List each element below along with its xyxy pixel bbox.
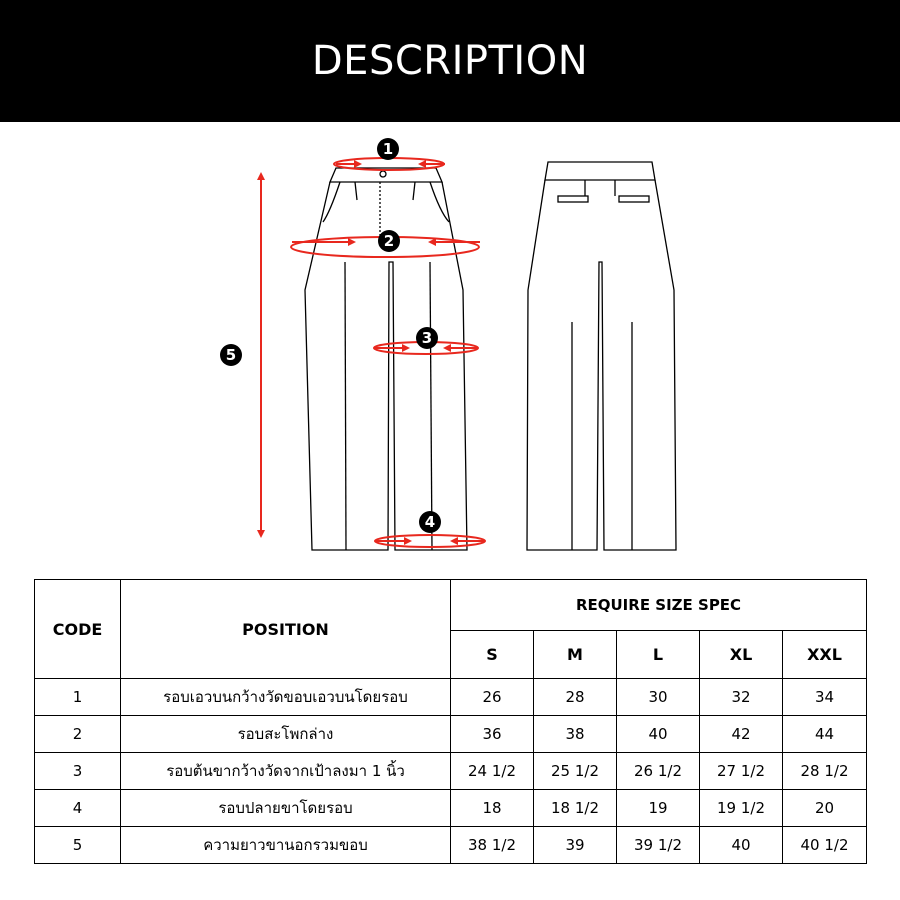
size-value: 25 1/2 [534, 753, 617, 790]
size-value: 19 1/2 [700, 790, 783, 827]
header-size-xl: XL [700, 631, 783, 679]
row-position: รอบปลายขาโดยรอบ [121, 790, 451, 827]
header-size-m: M [534, 631, 617, 679]
table-row [35, 679, 867, 716]
size-value: 36 [451, 716, 534, 753]
size-spec-table [34, 579, 867, 864]
size-value: 39 [534, 827, 617, 864]
header-size-s: S [451, 631, 534, 679]
table-row [35, 716, 867, 753]
row-code: 1 [35, 679, 121, 716]
size-value: 28 1/2 [783, 753, 867, 790]
size-value: 40 1/2 [783, 827, 867, 864]
back-view [527, 162, 676, 550]
size-value: 38 1/2 [451, 827, 534, 864]
size-value: 44 [783, 716, 867, 753]
size-value: 19 [617, 790, 700, 827]
size-value: 34 [783, 679, 867, 716]
size-value: 18 1/2 [534, 790, 617, 827]
measure-marks [261, 158, 485, 547]
header-size-xxl: XXL [783, 631, 867, 679]
marker-2: 2 [378, 230, 400, 252]
title-banner [0, 0, 900, 122]
marker-3: 3 [416, 327, 438, 349]
pants-illustration [0, 122, 900, 572]
row-code: 3 [35, 753, 121, 790]
front-view [305, 168, 467, 550]
size-value: 42 [700, 716, 783, 753]
size-value: 30 [617, 679, 700, 716]
pants-diagram [0, 122, 900, 572]
size-value: 32 [700, 679, 783, 716]
size-value: 39 1/2 [617, 827, 700, 864]
size-value: 26 [451, 679, 534, 716]
row-code: 4 [35, 790, 121, 827]
size-value: 40 [700, 827, 783, 864]
table-row [35, 790, 867, 827]
row-position: รอบต้นขากว้างวัดจากเป้าลงมา 1 นิ้ว [121, 753, 451, 790]
page-title: DESCRIPTION [311, 38, 589, 84]
header-size-l: L [617, 631, 700, 679]
row-code: 5 [35, 827, 121, 864]
size-value: 40 [617, 716, 700, 753]
marker-5: 5 [220, 344, 242, 366]
header-require-size-spec: REQUIRE SIZE SPEC [451, 580, 867, 631]
marker-1: 1 [377, 138, 399, 160]
row-position: รอบสะโพกล่าง [121, 716, 451, 753]
size-value: 28 [534, 679, 617, 716]
size-value: 38 [534, 716, 617, 753]
header-code: CODE [35, 580, 121, 679]
header-position: POSITION [121, 580, 451, 679]
size-value: 20 [783, 790, 867, 827]
size-value: 27 1/2 [700, 753, 783, 790]
size-value: 26 1/2 [617, 753, 700, 790]
row-position: รอบเอวบนกว้างวัดขอบเอวบนโดยรอบ [121, 679, 451, 716]
row-code: 2 [35, 716, 121, 753]
table-row [35, 753, 867, 790]
size-value: 24 1/2 [451, 753, 534, 790]
row-position: ความยาวขานอกรวมขอบ [121, 827, 451, 864]
table-row [35, 827, 867, 864]
size-value: 18 [451, 790, 534, 827]
marker-4: 4 [419, 511, 441, 533]
